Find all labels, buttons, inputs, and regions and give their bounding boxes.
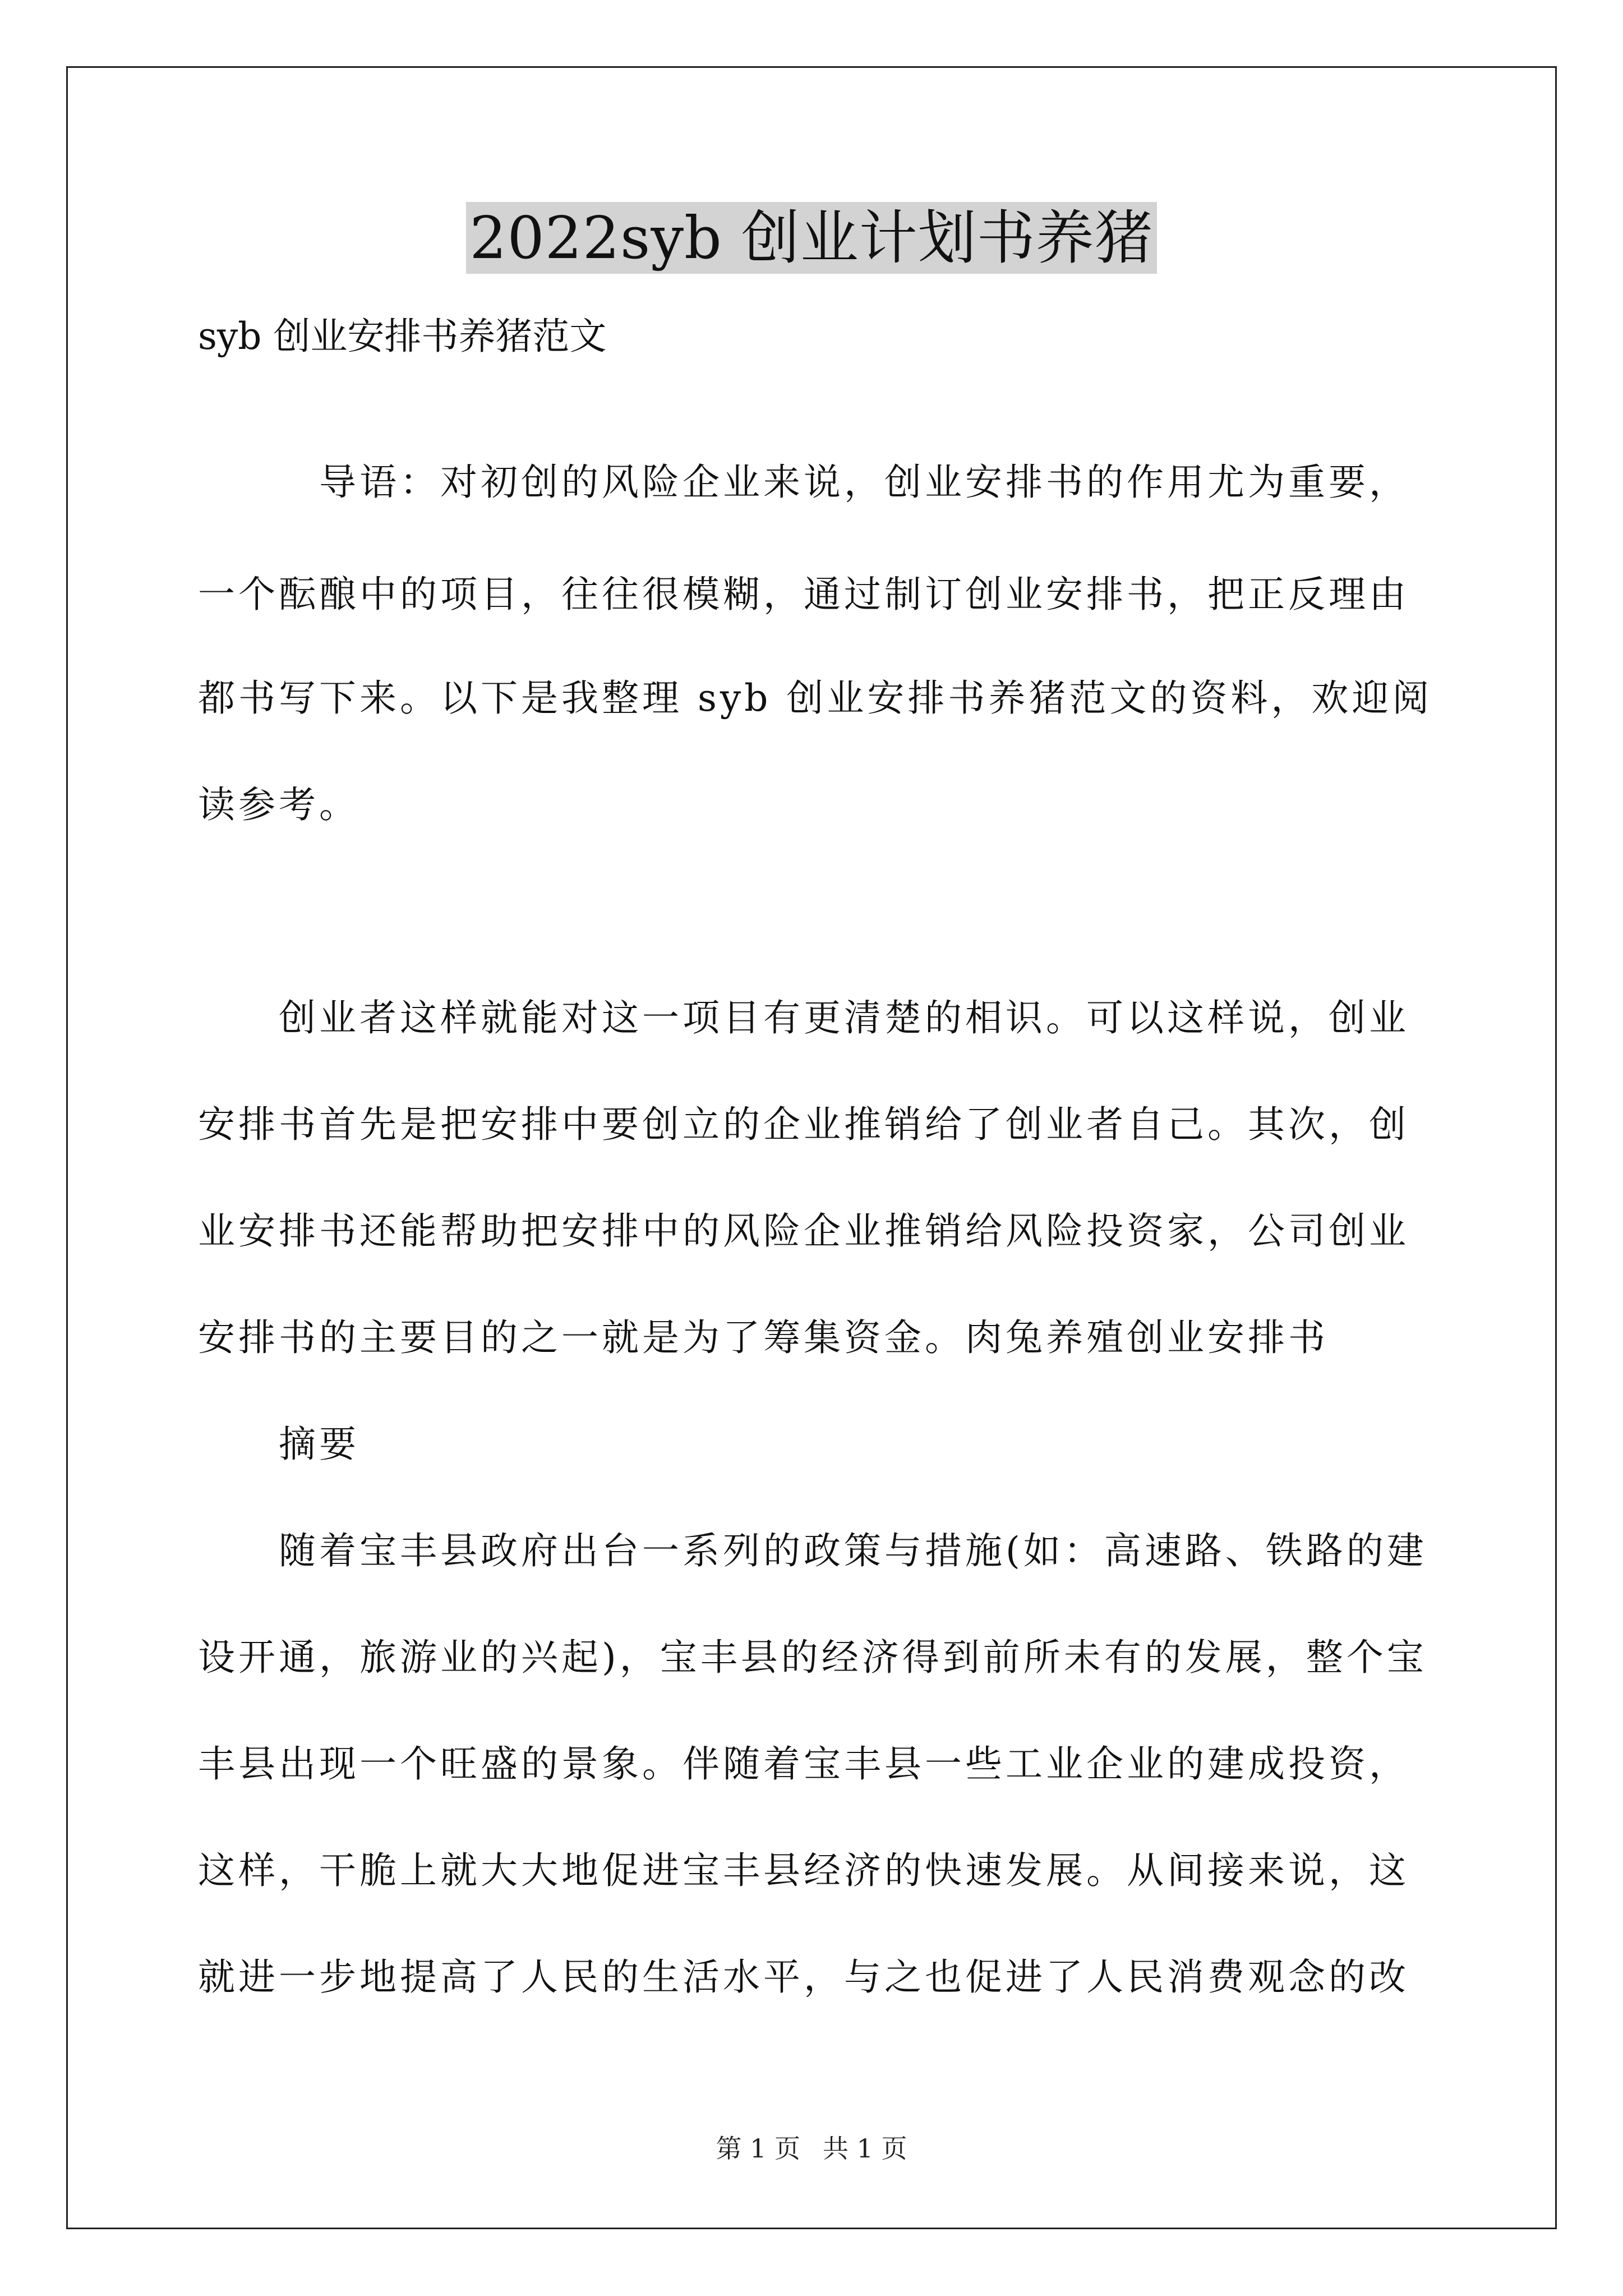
page-footer bbox=[0, 2132, 1623, 2165]
title-container bbox=[0, 202, 1623, 274]
body-line: 安排书首先是把安排中要创立的企业推销给了创业者自己。其次，创 bbox=[198, 1103, 1409, 1146]
page-number: 第 1 页 bbox=[716, 2133, 800, 2164]
body-line: 安排书的主要目的之一就是为了筹集资金。肉兔养殖创业安排书 bbox=[198, 1316, 1329, 1359]
document-subtitle: syb 创业安排书养猪范文 bbox=[198, 315, 607, 358]
body-line: 导语：对初创的风险企业来说，创业安排书的作用尤为重要， bbox=[198, 461, 1409, 504]
body-line: 读参考。 bbox=[198, 783, 359, 826]
section-heading: 摘要 bbox=[198, 1423, 359, 1466]
body-line: 丰县出现一个旺盛的景象。伴随着宝丰县一些工业企业的建成投资， bbox=[198, 1742, 1409, 1786]
body-line: 这样，干脆上就大大地促进宝丰县经济的快速发展。从间接来说，这 bbox=[198, 1849, 1409, 1892]
body-line: 业安排书还能帮助把安排中的风险企业推销给风险投资家，公司创业 bbox=[198, 1209, 1409, 1253]
body-line: 就进一步地提高了人民的生活水平，与之也促进了人民消费观念的改 bbox=[198, 1955, 1409, 1999]
body-line: 一个酝酿中的项目，往往很模糊，通过制订创业安排书，把正反理由 bbox=[198, 573, 1409, 616]
body-line: 创业者这样就能对这一项目有更清楚的相识。可以这样说，创业 bbox=[198, 996, 1409, 1039]
page-total: 共 1 页 bbox=[823, 2133, 907, 2164]
body-line: 设开通，旅游业的兴起)，宝丰县的经济得到前所未有的发展，整个宝 bbox=[198, 1636, 1427, 1679]
body-line: 都书写下来。以下是我整理 syb 创业安排书养猪范文的资料，欢迎阅 bbox=[198, 677, 1433, 720]
body-line: 随着宝丰县政府出台一系列的政策与措施(如：高速路、铁路的建 bbox=[198, 1529, 1427, 1572]
document-title: 2022syb 创业计划书养猪 bbox=[466, 202, 1156, 274]
